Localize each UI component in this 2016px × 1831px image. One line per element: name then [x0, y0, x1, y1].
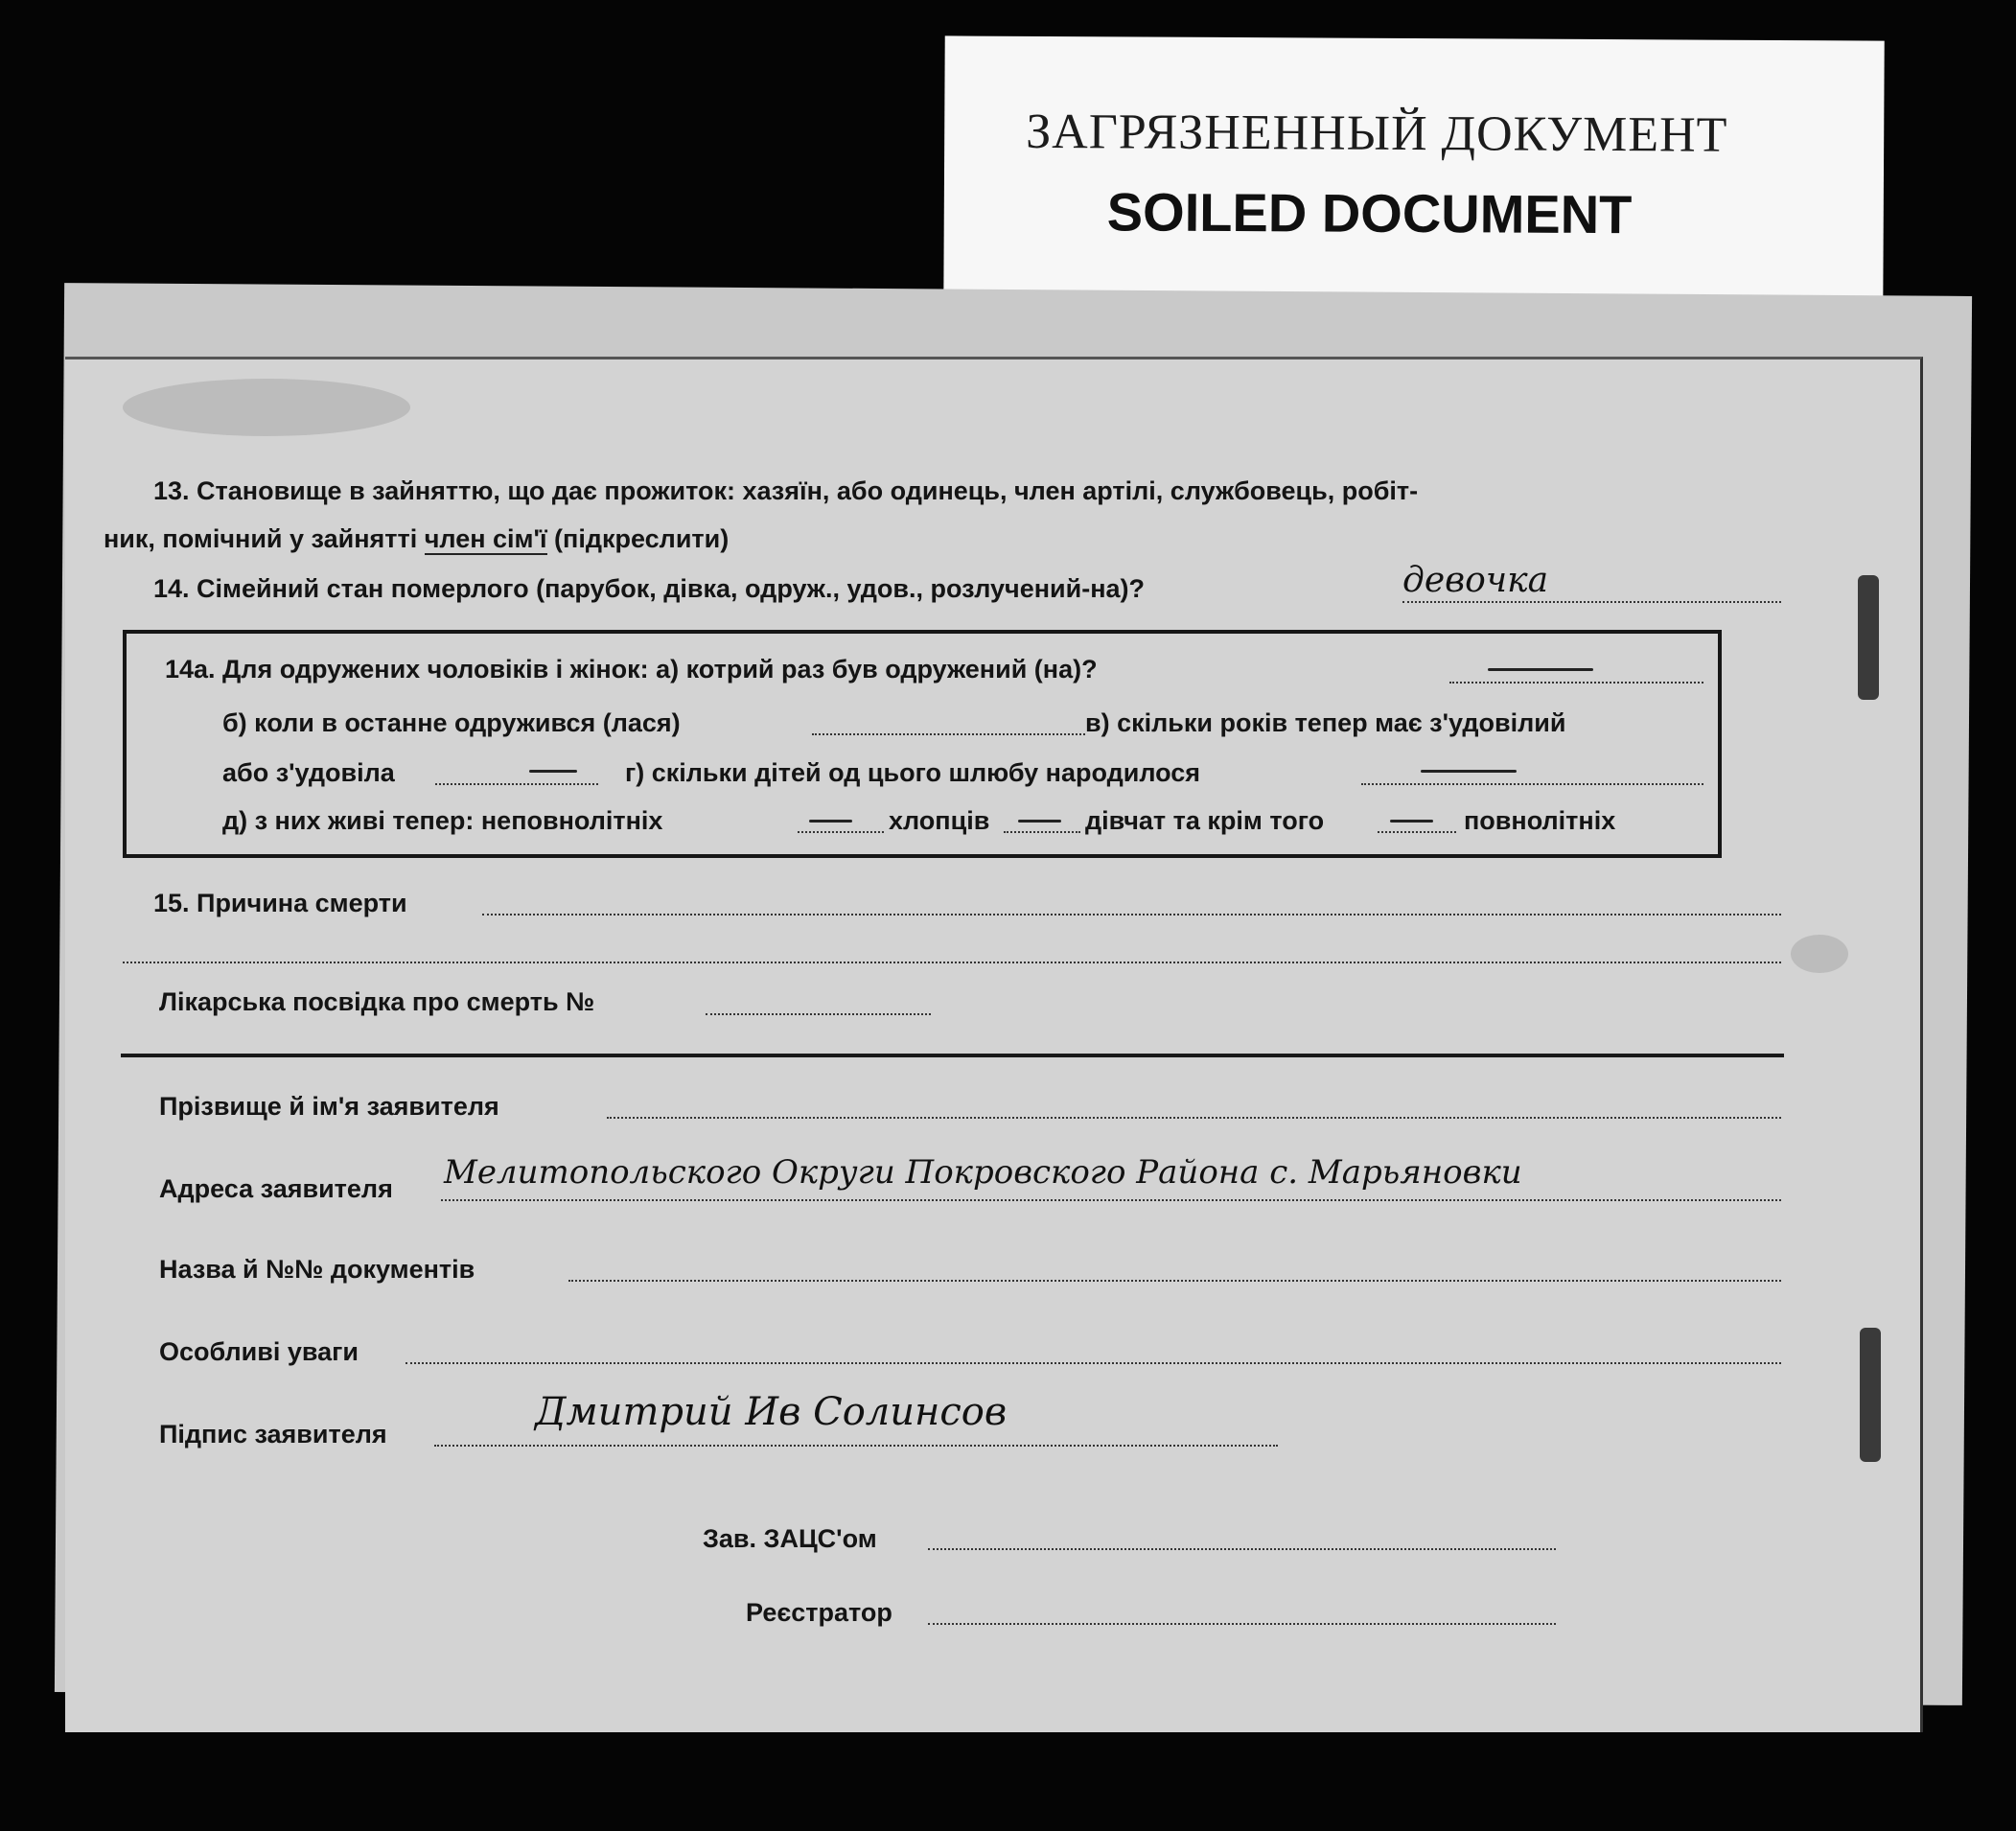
remarks-label: Особливі уваги — [159, 1337, 359, 1366]
dash-mark — [1488, 668, 1593, 671]
answer-line — [1004, 831, 1080, 833]
section-divider — [121, 1054, 1784, 1057]
form-page — [65, 357, 1923, 1732]
question-13-line1: 13. Становище в зайняттю, що дає прожиток: хазяїн, або одинець, член артілі, службовець, робіт- — [153, 476, 1419, 505]
answer-line — [482, 914, 1781, 916]
soiled-document-label — [943, 35, 1884, 309]
binder-clip — [1860, 1328, 1881, 1462]
head-zags-label: Зав. ЗАЦС'ом — [703, 1524, 877, 1553]
question-13-line2 — [104, 524, 729, 554]
answer-line — [812, 733, 1085, 735]
binder-clip — [1858, 575, 1879, 700]
applicant-address-answer: Мелитопольского Округи Покровского Района с. Марьяновки — [444, 1153, 1522, 1192]
applicant-signature: Дмитрий Ив Солинсов — [535, 1390, 1008, 1434]
answer-line — [798, 831, 884, 833]
dash-mark — [529, 770, 577, 773]
question-15: 15. Причина смерти — [153, 889, 407, 917]
q13-text: ник, помічний у зайнятті — [104, 524, 425, 553]
applicant-name-label: Прізвище й ім'я заявителя — [159, 1092, 499, 1121]
answer-line — [435, 783, 598, 785]
q13-note: (підкреслити) — [546, 524, 730, 553]
question-14a-line4c: дівчат та крім того — [1085, 806, 1325, 835]
answer-line — [928, 1623, 1556, 1625]
answer-line — [928, 1548, 1556, 1550]
question-14a-line2a: б) коли в останне одружився (лася) — [222, 708, 681, 737]
question-14a-line4b: хлопців — [889, 806, 990, 835]
answer-line — [568, 1280, 1781, 1282]
q13-underlined-choice: член сім'ї — [424, 524, 547, 553]
question-14: 14. Сімейний стан померлого (парубок, дівка, одруж., удов., розлучений-на)? — [153, 574, 1146, 603]
answer-line — [123, 962, 1781, 963]
question-14a-line1: 14а. Для одружених чоловіків і жінок: а) котрий раз був одружений (на)? — [165, 655, 1098, 684]
label-russian: ЗАГРЯЗНЕННЫЙ ДОКУМЕНТ — [1026, 104, 1728, 163]
marital-status-answer: девочка — [1402, 561, 1549, 600]
question-14a-line4d: повнолітніх — [1464, 806, 1616, 835]
question-14a-line4a: д) з них живі тепер: неповнолітніх — [222, 806, 663, 835]
dash-mark — [1018, 820, 1061, 823]
registrar-label: Реєстратор — [746, 1598, 892, 1627]
documents-label: Назва й №№ документів — [159, 1255, 475, 1284]
stain — [1791, 935, 1848, 973]
answer-line — [406, 1362, 1781, 1364]
married-section-box — [123, 630, 1722, 858]
answer-line — [441, 1199, 1781, 1201]
question-14a-line2b: в) скільки років тепер має з'удовілий — [1085, 708, 1566, 737]
answer-line — [706, 1013, 931, 1015]
answer-line — [434, 1445, 1278, 1447]
medical-certificate-label: Лікарська посвідка про смерть № — [159, 987, 595, 1016]
applicant-address-label: Адреса заявителя — [159, 1174, 393, 1203]
signature-label: Підпис заявителя — [159, 1420, 387, 1449]
label-english: SOILED DOCUMENT — [1106, 181, 1633, 245]
dash-mark — [1421, 770, 1517, 773]
question-14a-line3b: г) скільки дітей од цього шлюбу народилося — [625, 758, 1201, 787]
question-14a-line3a: або з'удовіла — [222, 758, 395, 787]
answer-line — [1402, 601, 1781, 603]
answer-line — [1378, 831, 1456, 833]
answer-line — [1361, 783, 1703, 785]
stain — [123, 379, 410, 436]
dash-mark — [1390, 820, 1433, 823]
answer-line — [1449, 682, 1703, 684]
answer-line — [607, 1117, 1781, 1119]
dash-mark — [809, 820, 852, 823]
